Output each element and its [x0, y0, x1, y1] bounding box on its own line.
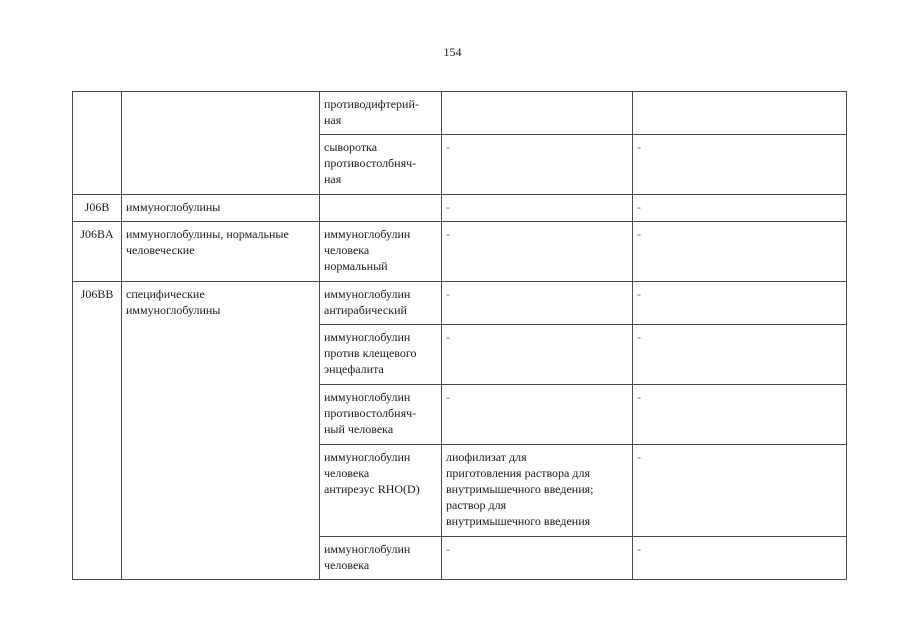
- page-number: 154: [443, 45, 462, 59]
- note-cell: -: [633, 135, 847, 195]
- drug-cell: сыворотка противостолбняч- ная: [320, 135, 442, 195]
- form-cell: -: [442, 135, 633, 195]
- group-cell: иммуноглобулины, нормальные человеческие: [122, 222, 320, 282]
- drug-cell: [320, 195, 442, 222]
- table-row: [73, 92, 847, 135]
- table-row: [73, 195, 847, 222]
- note-cell: -: [633, 222, 847, 282]
- note-cell: -: [633, 445, 847, 537]
- drug-table: [72, 91, 847, 580]
- form-cell: -: [442, 222, 633, 282]
- drug-cell: иммуноглобулин антирабический: [320, 282, 442, 325]
- drug-cell: противодифтерий- ная: [320, 92, 442, 135]
- form-cell: [442, 92, 633, 135]
- drug-cell: иммуноглобулин человека нормальный: [320, 222, 442, 282]
- drug-cell: иммуноглобулин человека антирезус RHO(D): [320, 445, 442, 537]
- code-cell: J06BA: [73, 222, 122, 282]
- drug-cell: иммуноглобулин противостолбняч- ный человека: [320, 385, 442, 445]
- note-cell: -: [633, 282, 847, 325]
- code-cell: J06BB: [73, 282, 122, 580]
- form-cell: -: [442, 282, 633, 325]
- note-cell: -: [633, 537, 847, 580]
- table-row: [73, 222, 847, 282]
- group-cell: иммуноглобулины: [122, 195, 320, 222]
- code-cell: J06B: [73, 195, 122, 222]
- note-cell: -: [633, 195, 847, 222]
- form-cell: лиофилизат для приготовления раствора для внутримышечного введения; раствор для внутримышечного введения: [442, 445, 633, 537]
- form-cell: -: [442, 325, 633, 385]
- code-cell: [73, 92, 122, 195]
- drug-cell: иммуноглобулин против клещевого энцефалита: [320, 325, 442, 385]
- form-cell: -: [442, 537, 633, 580]
- group-cell: специфические иммуноглобулины: [122, 282, 320, 580]
- note-cell: -: [633, 385, 847, 445]
- note-cell: [633, 92, 847, 135]
- form-cell: -: [442, 385, 633, 445]
- table-row: [73, 282, 847, 325]
- note-cell: -: [633, 325, 847, 385]
- group-cell: [122, 92, 320, 195]
- form-cell: -: [442, 195, 633, 222]
- drug-cell: иммуноглобулин человека: [320, 537, 442, 580]
